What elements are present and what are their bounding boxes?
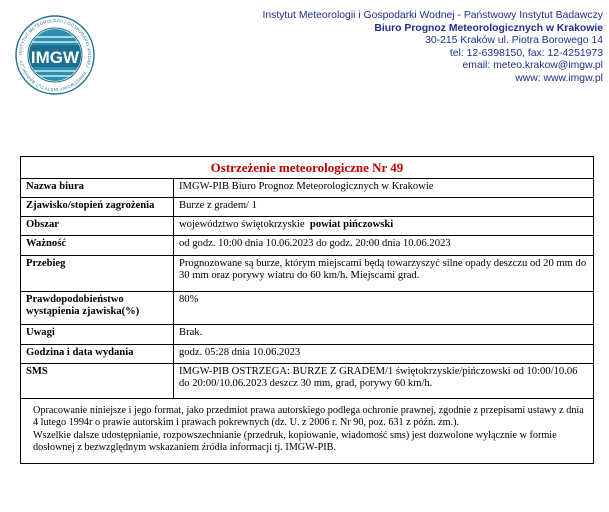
area-county: powiat pińczowski — [309, 219, 394, 230]
row-label-phenomenon: Zjawisko/stopień zagrożenia — [21, 198, 174, 217]
row-label-office: Nazwa biura — [21, 179, 174, 198]
header-institute-name: Instytut Meteorologii i Gospodarki Wodnej - Państwowy Instytut Badawczy — [262, 10, 603, 21]
imgw-logo — [14, 14, 96, 96]
row-label-issued: Godzina i data wydania — [21, 345, 174, 364]
table-row — [21, 345, 594, 364]
table-row — [21, 236, 594, 256]
row-value-validity: od godz. 10:00 dnia 10.06.2023 do godz. 20:00 dnia 10.06.2023 — [174, 236, 594, 256]
area-voivodeship: województwo świętokrzyskie — [179, 219, 305, 230]
header-website: www: www.imgw.pl — [515, 72, 603, 84]
row-label-sms: SMS — [21, 364, 174, 399]
row-label-remarks: Uwagi — [21, 325, 174, 345]
row-value-issued: godz. 05:28 dnia 10.06.2023 — [174, 345, 594, 364]
table-row — [21, 179, 594, 198]
header-email: email: meteo.krakow@imgw.pl — [462, 60, 603, 72]
table-row — [21, 198, 594, 217]
warning-table — [20, 156, 594, 464]
header-address: 30-215 Kraków ul. Piotra Borowego 14 — [425, 35, 603, 47]
row-label-validity: Ważność — [21, 236, 174, 256]
row-label-course: Przebieg — [21, 256, 174, 292]
logo-ring-text: INSTYTUT METEOROLOGII I GOSPODARKI WODNEJ · PAŃSTWOWY INSTYTUT BADAWCZY — [17, 17, 93, 93]
distribution-paragraph: Wszelkie dalsze udostępnianie, rozpowszechnianie (przedruk, kopiowanie, wiadomość sms) jest dozwolone wyłącznie w formie dosłownej z bezwzględnym wskazaniem źródła informacji tj. IMGW-PIB. — [33, 429, 557, 454]
header-phone: tel: 12-6398150, fax: 12-4251973 — [449, 47, 603, 59]
row-value-phenomenon: Burze z gradem/ 1 — [174, 198, 594, 217]
row-value-area — [174, 217, 594, 236]
row-value-office: IMGW-PIB Biuro Prognoz Meteorologicznych w Krakowie — [174, 179, 594, 198]
row-value-remarks: Brak. — [174, 325, 594, 345]
header-office-name: Biuro Prognoz Meteorologicznych w Krakowie — [374, 22, 603, 34]
logo-text: IMGW — [30, 48, 80, 67]
row-label-probability: Prawdopodobieństwo wystąpienia zjawiska(%) — [21, 292, 174, 325]
row-label-area: Obszar — [21, 217, 174, 236]
table-row — [21, 256, 594, 292]
table-row — [21, 325, 594, 345]
copyright-paragraph: Opracowanie niniejsze i jego format, jako przedmiot prawa autorskiego podlega ochronie prawnej, zgodnie z przepisami ustawy z dnia 4 lutego 1994r o prawie autorskim i prawach pokrewnych (dz. U. z 2006 r. Nr 90, poz. 631 z późn. zm.). — [33, 405, 584, 429]
row-value-course: Prognozowane są burze, którym miejscami będą towarzyszyć silne opady deszczu od 20 mm do 30 mm oraz porywy wiatru do 60 km/h. Miejscami grad. — [174, 256, 594, 292]
table-row — [21, 292, 594, 325]
warning-title: Ostrzeżenie meteorologiczne Nr 49 — [21, 157, 594, 179]
table-row — [21, 217, 594, 236]
row-value-sms: IMGW-PIB OSTRZEGA: BURZE Z GRADEM/1 świętokrzyskie/pińczowski od 10:00/10.06 do 20:00/10.06.2023 deszcz 30 mm, grad, porywy 60 km/h. — [174, 364, 594, 399]
institute-header — [262, 10, 603, 86]
copyright-notice — [21, 399, 594, 464]
table-row — [21, 364, 594, 399]
row-value-probability: 80% — [174, 292, 594, 325]
